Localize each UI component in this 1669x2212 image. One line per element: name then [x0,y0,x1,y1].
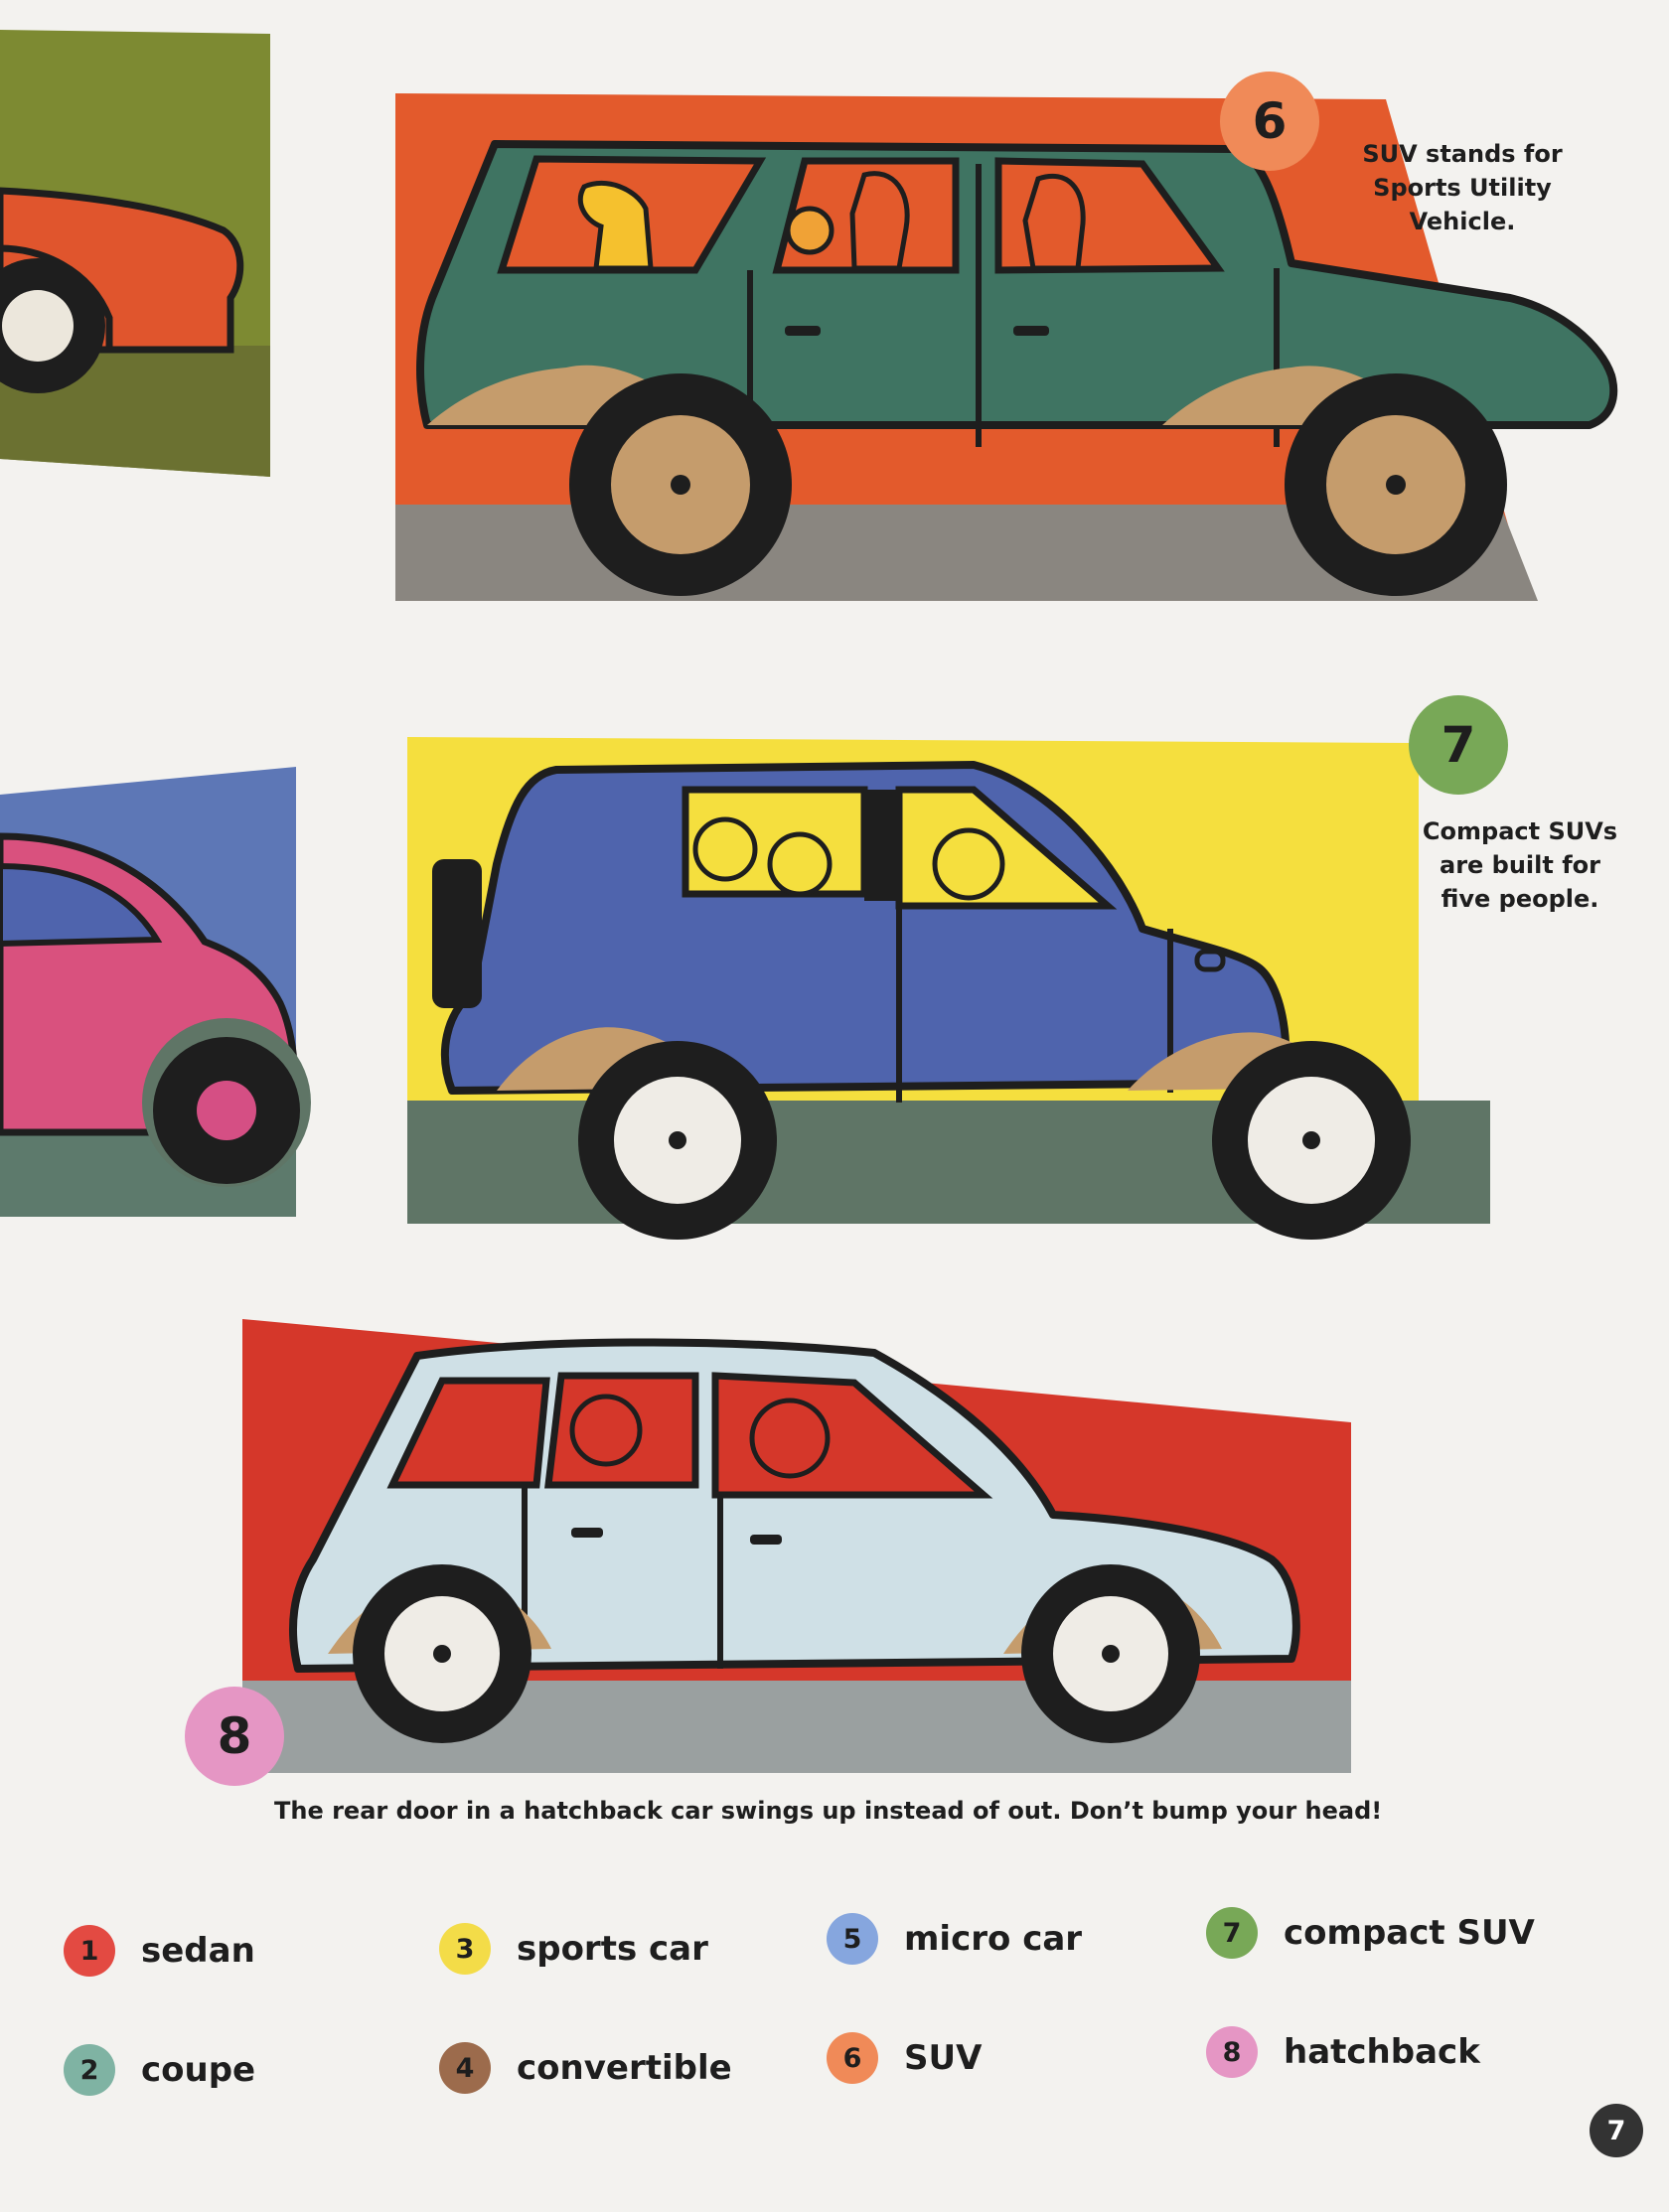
compact-suv-illustration [407,737,1490,1240]
legend-label: sedan [141,1931,255,1971]
legend-label: SUV [904,2038,983,2078]
legend-item-compact-suv [1206,1907,1535,1959]
legend-dot: 7 [1206,1907,1258,1959]
legend-dot: 5 [827,1913,878,1965]
legend-label: compact SUV [1284,1913,1535,1953]
suv-caption-line-3: Vehicle. [1409,208,1516,235]
hatchback-caption: The rear door in a hatchback car swings up instead of out. Don’t bump your head! [274,1797,1383,1825]
hatchback-number-badge [185,1687,284,1786]
suv-caption-line-1: SUV stands for [1362,140,1563,168]
compact-suv-caption-line-1: Compact SUVs [1422,817,1618,845]
legend-dot: 2 [64,2044,115,2096]
compact-suv-caption-line-2: are built for [1440,851,1600,879]
suv-number: 6 [1252,92,1288,150]
legend-label: sports car [517,1929,708,1969]
legend-label: coupe [141,2050,256,2090]
compact-suv-caption-line-3: five people. [1441,885,1599,913]
compact-suv-caption [1411,814,1629,916]
suv-caption-line-2: Sports Utility [1373,174,1552,202]
compact-suv-number: 7 [1441,716,1476,774]
micro-car-partial-illustration [0,767,311,1217]
hatchback-illustration [242,1319,1351,1773]
legend-label: micro car [904,1919,1083,1959]
legend-label: hatchback [1284,2032,1480,2072]
legend-dot: 1 [64,1925,115,1977]
legend-dot: 6 [827,2032,878,2084]
legend-item-suv [827,2032,982,2084]
legend-item-sedan [64,1925,255,1977]
legend-item-convertible [439,2042,732,2094]
legend-dot: 4 [439,2042,491,2094]
suv-caption [1353,137,1572,238]
legend-dot: 8 [1206,2026,1258,2078]
legend-dot: 3 [439,1923,491,1975]
legend-item-micro-car [827,1913,1082,1965]
page-number: 7 [1590,2104,1643,2157]
compact-suv-number-badge [1409,695,1508,795]
suv-number-badge [1220,72,1319,171]
legend-item-hatchback [1206,2026,1480,2078]
legend-item-sports-car [439,1923,708,1975]
sedan-partial-illustration [0,30,270,477]
legend-item-coupe [64,2044,255,2096]
legend-label: convertible [517,2048,732,2088]
hatchback-number: 8 [217,1707,252,1765]
